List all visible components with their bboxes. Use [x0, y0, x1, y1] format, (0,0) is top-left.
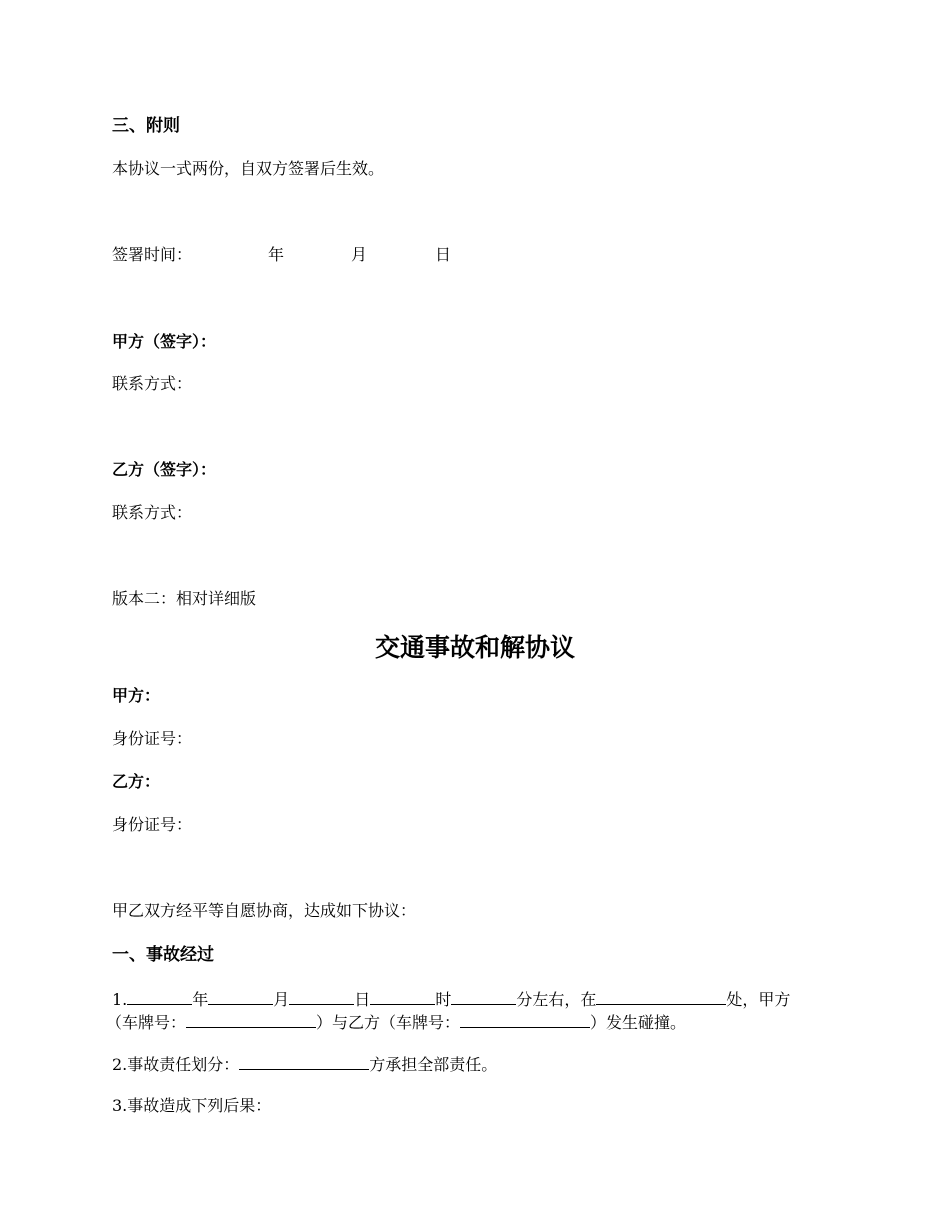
day-blank [289, 988, 354, 1005]
month-blank [208, 988, 273, 1005]
liability-suffix: 方承担全部责任。 [369, 1055, 498, 1074]
accident-item-1-line-2 [106, 1011, 686, 1033]
place-suffix: 处，甲方 [726, 990, 791, 1009]
item-1-number: 1. [112, 990, 128, 1009]
sign-year-label: 年 [268, 245, 285, 264]
sign-month-label: 月 [351, 245, 368, 264]
section-heading-attachment: 三、附则 [112, 116, 180, 136]
agreement-intro: 甲乙双方经平等自愿协商，达成如下协议： [112, 901, 417, 920]
minute-label: 分左右，在 [516, 990, 597, 1009]
accident-item-1-line-1 [112, 988, 790, 1010]
sign-time-label: 签署时间： [112, 245, 193, 264]
plate-b-label: ）与乙方（车牌号： [316, 1013, 461, 1032]
party-b-id-label: 身份证号： [112, 815, 193, 834]
document-title: 交通事故和解协议 [374, 633, 575, 662]
plate-a-blank [186, 1011, 316, 1028]
party-b-contact-label: 联系方式： [112, 503, 193, 522]
day-label: 日 [354, 990, 371, 1009]
month-label: 月 [273, 990, 290, 1009]
sign-time-line [112, 245, 451, 265]
party-b-label: 乙方： [112, 772, 161, 791]
liability-label: 2.事故责任划分： [112, 1055, 240, 1074]
sign-day-label: 日 [435, 245, 452, 264]
year-blank [127, 988, 192, 1005]
effective-clause: 本协议一式两份，自双方签署后生效。 [112, 159, 385, 178]
liability-blank [239, 1053, 369, 1070]
party-b-signature-label: 乙方（签字）： [112, 460, 217, 479]
party-a-contact-label: 联系方式： [112, 374, 193, 393]
party-a-id-label: 身份证号： [112, 729, 193, 748]
party-a-signature-label: 甲方（签字）： [112, 332, 217, 351]
hour-blank [370, 988, 435, 1005]
section-heading-accident: 一、事故经过 [112, 945, 214, 965]
year-label: 年 [192, 990, 209, 1009]
accident-item-3: 3.事故造成下列后果： [112, 1096, 272, 1115]
hour-label: 时 [435, 990, 452, 1009]
place-blank [596, 988, 726, 1005]
collision-text: ）发生碰撞。 [590, 1013, 687, 1032]
plate-a-label: （车牌号： [106, 1013, 187, 1032]
party-a-label: 甲方： [112, 686, 161, 705]
minute-blank [451, 988, 516, 1005]
plate-b-blank [460, 1011, 590, 1028]
version-label: 版本二：相对详细版 [112, 589, 257, 608]
accident-item-2 [112, 1053, 497, 1075]
